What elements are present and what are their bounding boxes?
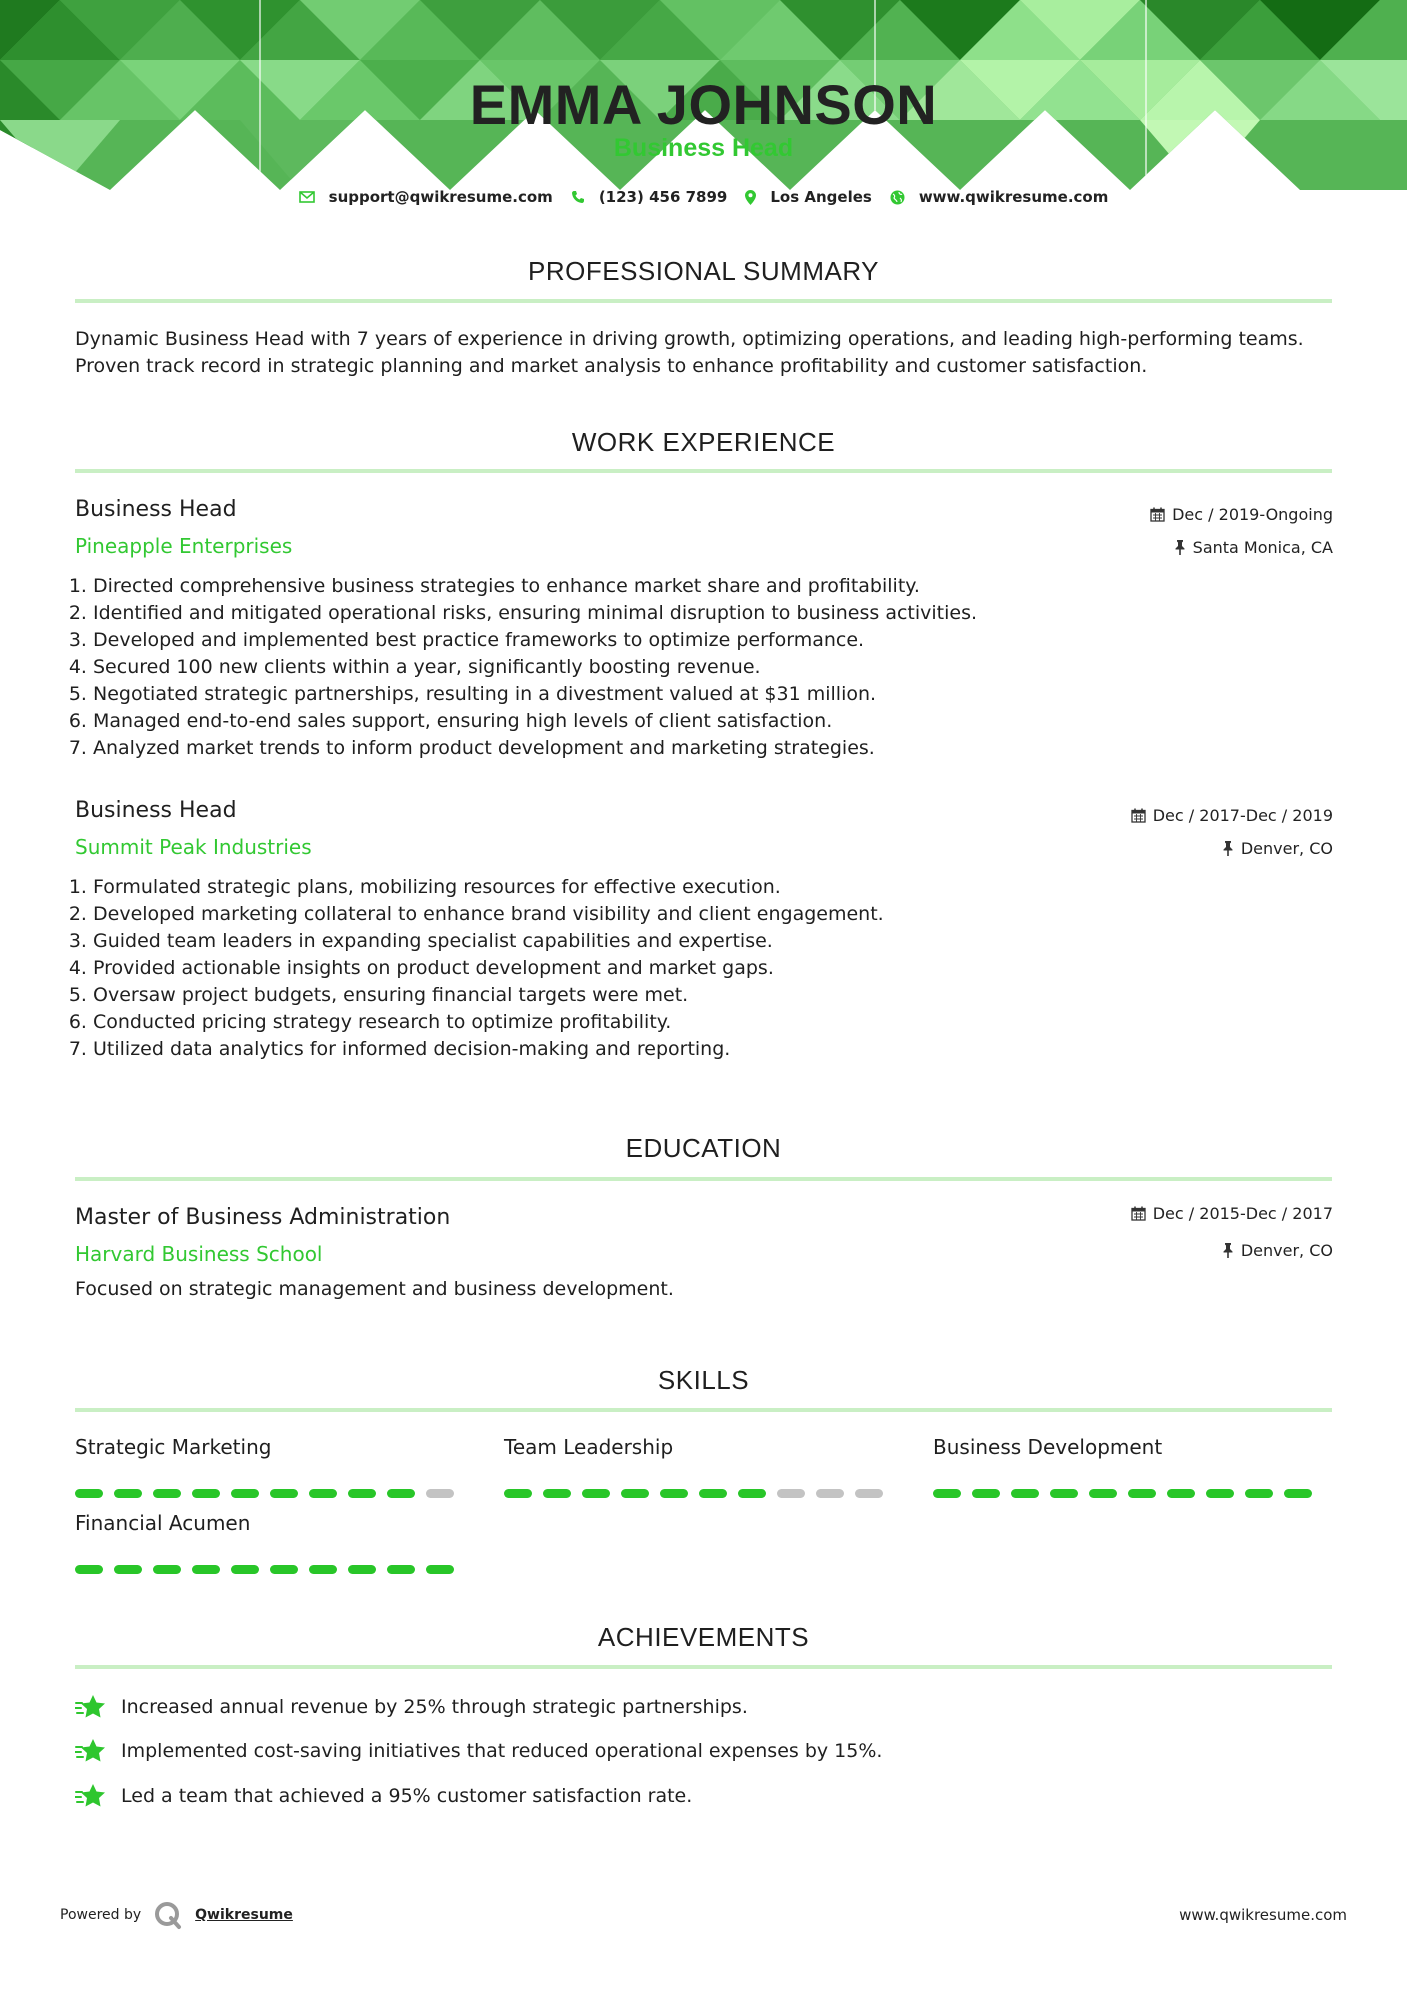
pushpin-icon [1174,540,1186,555]
bullet-item: 1. Formulated strategic plans, mobilizing resources for effective execution. [93,874,1343,901]
bullet-item: 5. Oversaw project budgets, ensuring financial targets were met. [93,982,1343,1009]
candidate-name: EMMA JOHNSON [469,73,938,136]
bullet-item: 6. Conducted pricing strategy research to optimize profitability. [93,1009,1343,1036]
job-bullets [70,874,1343,1063]
skill-segment-filled [153,1565,181,1574]
qwikresume-logo-icon [153,1900,183,1930]
bullet-item: 4. Provided actionable insights on product development and market gaps. [93,955,1343,982]
bullet-item: 7. Analyzed market trends to inform product development and marketing strategies. [93,735,1343,762]
job-location [1222,839,1333,858]
job-date [1131,806,1333,825]
skill-segment-filled [153,1489,181,1498]
skill-segment-filled [699,1489,727,1498]
skill-segment-filled [387,1565,415,1574]
skill-segment-filled [1284,1489,1312,1498]
skill-segment-filled [426,1565,454,1574]
skill-name: Business Development [933,1435,1163,1459]
skill-segment-filled [270,1489,298,1498]
calendar-icon [1150,507,1165,522]
skill-segment-filled [1089,1489,1117,1498]
skill-item [75,1511,455,1574]
skill-segment-empty [816,1489,844,1498]
bullet-item: 1. Directed comprehensive business strategies to enhance market share and profitability. [93,573,1343,600]
bullet-item: 6. Managed end-to-end sales support, ensuring high levels of client satisfaction. [93,708,1343,735]
contact-website[interactable] [890,188,1109,206]
skill-segment-filled [1167,1489,1195,1498]
bullet-item: 3. Guided team leaders in expanding specialist capabilities and expertise. [93,928,1343,955]
summary-heading: PROFESSIONAL SUMMARY [528,256,879,286]
job-date [1150,505,1333,524]
achievement-text: Increased annual revenue by 25% through strategic partnerships. [121,1696,748,1718]
star-icon [75,1783,107,1809]
achievement-text: Led a team that achieved a 95% customer satisfaction rate. [121,1785,693,1807]
pushpin-icon [1222,841,1234,856]
skill-segment-filled [621,1489,649,1498]
calendar-icon [1131,808,1146,823]
contact-email-text: support@qwikresume.com [328,188,553,206]
phone-icon [571,190,585,204]
calendar-icon [1131,1206,1146,1221]
section-divider [75,1408,1332,1412]
skill-segment-filled [348,1489,376,1498]
summary-text: Dynamic Business Head with 7 years of experience in driving growth, optimizing operations, and leading high-performing teams. Proven track record in strategic planning and market analysis to enhance profitability and customer satisfaction. [75,328,1304,377]
job-title: Business Head [75,497,237,522]
education-location-text: Denver, CO [1240,1241,1333,1260]
bullet-item: 3. Developed and implemented best practice frameworks to optimize performance. [93,627,1343,654]
skill-segment-filled [1011,1489,1039,1498]
school-name: Harvard Business School [75,1242,323,1266]
skill-segment-filled [543,1489,571,1498]
skill-segment-filled [1206,1489,1234,1498]
contact-phone-text: (123) 456 7899 [598,188,728,206]
contact-bar [0,188,1407,206]
skill-segment-filled [192,1489,220,1498]
experience-heading: WORK EXPERIENCE [571,427,836,457]
footer-powered-by [60,1900,293,1930]
envelope-icon [299,191,315,203]
skill-segment-filled [1128,1489,1156,1498]
skill-segment-filled [972,1489,1000,1498]
skill-segment-filled [231,1565,259,1574]
pushpin-icon [1222,1243,1234,1258]
skills-heading: SKILLS [657,1365,750,1395]
achievement-item [75,1783,692,1809]
section-divider [75,299,1332,303]
skill-item [933,1435,1313,1498]
contact-location-text: Los Angeles [770,188,872,206]
skill-level-meter [933,1489,1313,1498]
qwikresume-link[interactable]: Qwikresume [195,1907,293,1923]
achievement-text: Implemented cost-saving initiatives that reduced operational expenses by 15%. [121,1740,883,1762]
footer-website[interactable]: www.qwikresume.com [1179,1906,1347,1924]
job-location-text: Santa Monica, CA [1192,538,1333,557]
bullet-item: 2. Identified and mitigated operational risks, ensuring minimal disruption to business activities. [93,600,1343,627]
degree-title: Master of Business Administration [75,1205,451,1230]
skill-level-meter [504,1489,884,1498]
skill-level-meter [75,1489,455,1498]
skill-segment-filled [114,1489,142,1498]
company-name: Summit Peak Industries [75,835,312,859]
powered-by-label: Powered by [60,1907,142,1923]
section-divider [75,469,1332,473]
skill-name: Team Leadership [504,1435,674,1459]
achievements-heading: ACHIEVEMENTS [597,1622,810,1652]
skill-segment-filled [1245,1489,1273,1498]
education-description: Focused on strategic management and business development. [75,1278,674,1300]
skill-segment-filled [309,1565,337,1574]
skill-segment-filled [192,1565,220,1574]
skill-segment-empty [426,1489,454,1498]
star-icon [75,1694,107,1720]
skill-segment-filled [582,1489,610,1498]
star-icon [75,1738,107,1764]
skill-segment-filled [75,1565,103,1574]
achievement-item [75,1738,882,1764]
candidate-role: Business Head [613,134,794,162]
job-location-text: Denver, CO [1240,839,1333,858]
skill-name: Strategic Marketing [75,1435,272,1459]
skill-segment-empty [777,1489,805,1498]
skill-segment-filled [309,1489,337,1498]
job-date-text: Dec / 2017-Dec / 2019 [1152,806,1333,825]
skill-segment-filled [75,1489,103,1498]
bullet-item: 5. Negotiated strategic partnerships, resulting in a divestment valued at $31 million. [93,681,1343,708]
skill-segment-filled [738,1489,766,1498]
education-location [1222,1241,1333,1260]
education-heading: EDUCATION [625,1133,782,1163]
section-divider [75,1665,1332,1669]
skill-segment-filled [231,1489,259,1498]
skill-segment-empty [855,1489,883,1498]
job-date-text: Dec / 2019-Ongoing [1172,505,1333,524]
skill-segment-filled [270,1565,298,1574]
job-location [1174,538,1333,557]
map-pin-icon [745,190,756,205]
skill-segment-filled [504,1489,532,1498]
bullet-item: 7. Utilized data analytics for informed decision-making and reporting. [93,1036,1343,1063]
contact-email[interactable] [299,188,553,206]
company-name: Pineapple Enterprises [75,534,293,558]
bullet-item: 4. Secured 100 new clients within a year, significantly boosting revenue. [93,654,1343,681]
section-divider [75,1177,1332,1181]
skill-name: Financial Acumen [75,1511,251,1535]
skill-item [75,1435,455,1498]
skill-segment-filled [933,1489,961,1498]
skill-segment-filled [660,1489,688,1498]
job-bullets [70,573,1343,762]
skill-item [504,1435,884,1498]
contact-website-text: www.qwikresume.com [918,188,1109,206]
skill-segment-filled [114,1565,142,1574]
skill-segment-filled [348,1565,376,1574]
globe-icon [890,190,905,205]
skill-segment-filled [387,1489,415,1498]
job-title: Business Head [75,798,237,823]
education-date-text: Dec / 2015-Dec / 2017 [1152,1204,1333,1223]
skill-level-meter [75,1565,455,1574]
bullet-item: 2. Developed marketing collateral to enhance brand visibility and client engagement. [93,901,1343,928]
achievement-item [75,1694,748,1720]
education-date [1131,1204,1333,1223]
contact-location [745,188,871,206]
skill-segment-filled [1050,1489,1078,1498]
contact-phone[interactable] [571,188,728,206]
